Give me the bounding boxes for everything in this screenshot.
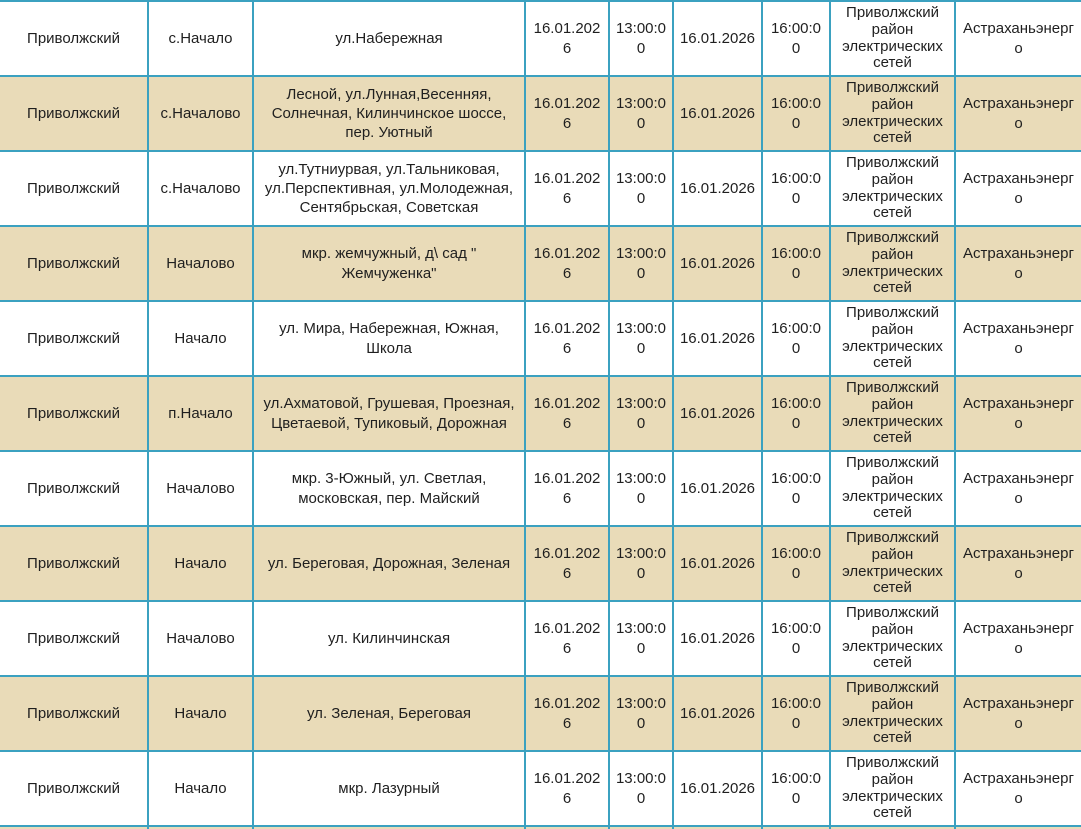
start-time-cell: 13:00:00 (609, 676, 673, 751)
start-date-cell: 16.01.2026 (525, 76, 609, 151)
start-time-cell: 13:00:00 (609, 451, 673, 526)
settlement-cell: с.Началово (148, 151, 253, 226)
end-time-cell: 16:00:00 (762, 151, 830, 226)
start-date-cell: 16.01.2026 (525, 451, 609, 526)
district-cell: Приволжский (0, 676, 148, 751)
district-cell: Приволжский (0, 226, 148, 301)
end-time-cell: 16:00:00 (762, 451, 830, 526)
district-cell: Приволжский (0, 526, 148, 601)
network-org-cell: Приволжский район электрических сетей (830, 526, 955, 601)
district-cell: Приволжский (0, 151, 148, 226)
company-cell: Астраханьэнерго (955, 376, 1081, 451)
streets-cell: мкр. жемчужный, д\ сад " Жемчуженка" (253, 226, 525, 301)
company-cell: Астраханьэнерго (955, 1, 1081, 76)
streets-cell: ул. Зеленая, Береговая (253, 676, 525, 751)
end-date-cell: 16.01.2026 (673, 151, 762, 226)
company-cell: Астраханьэнерго (955, 301, 1081, 376)
streets-cell: ул. Мира, Набережная, Южная, Школа (253, 301, 525, 376)
streets-cell: Лесной, ул.Лунная,Весенняя, Солнечная, Килинчинское шоссе, пер. Уютный (253, 76, 525, 151)
company-cell: Астраханьэнерго (955, 601, 1081, 676)
start-time-cell: 13:00:00 (609, 151, 673, 226)
table-row (0, 226, 1081, 301)
district-cell: Приволжский (0, 751, 148, 826)
streets-cell: ул.Ахматовой, Грушевая, Проезная, Цветаевой, Тупиковый, Дорожная (253, 376, 525, 451)
end-date-cell: 16.01.2026 (673, 451, 762, 526)
start-date-cell: 16.01.2026 (525, 676, 609, 751)
start-date-cell: 16.01.2026 (525, 1, 609, 76)
settlement-cell: Началово (148, 451, 253, 526)
settlement-cell: Началово (148, 601, 253, 676)
end-date-cell: 16.01.2026 (673, 76, 762, 151)
streets-cell: мкр. Лазурный (253, 751, 525, 826)
settlement-cell: Начало (148, 676, 253, 751)
network-org-cell: Приволжский район электрических сетей (830, 601, 955, 676)
streets-cell: ул.Набережная (253, 1, 525, 76)
end-date-cell: 16.01.2026 (673, 1, 762, 76)
start-time-cell: 13:00:00 (609, 751, 673, 826)
end-date-cell: 16.01.2026 (673, 376, 762, 451)
end-time-cell: 16:00:00 (762, 76, 830, 151)
end-date-cell: 16.01.2026 (673, 526, 762, 601)
start-time-cell: 13:00:00 (609, 301, 673, 376)
outage-table-body (0, 1, 1081, 829)
settlement-cell: Началово (148, 226, 253, 301)
network-org-cell: Приволжский район электрических сетей (830, 226, 955, 301)
network-org-cell: Приволжский район электрических сетей (830, 376, 955, 451)
end-time-cell: 16:00:00 (762, 226, 830, 301)
table-row (0, 601, 1081, 676)
end-time-cell: 16:00:00 (762, 526, 830, 601)
table-row (0, 451, 1081, 526)
network-org-cell: Приволжский район электрических сетей (830, 451, 955, 526)
district-cell: Приволжский (0, 451, 148, 526)
start-time-cell: 13:00:00 (609, 376, 673, 451)
settlement-cell: с.Началово (148, 76, 253, 151)
streets-cell: мкр. 3-Южный, ул. Светлая, московская, пер. Майский (253, 451, 525, 526)
district-cell: Приволжский (0, 376, 148, 451)
streets-cell: ул. Килинчинская (253, 601, 525, 676)
settlement-cell: п.Начало (148, 376, 253, 451)
company-cell: Астраханьэнерго (955, 526, 1081, 601)
district-cell: Приволжский (0, 76, 148, 151)
start-date-cell: 16.01.2026 (525, 151, 609, 226)
end-date-cell: 16.01.2026 (673, 751, 762, 826)
network-org-cell: Приволжский район электрических сетей (830, 76, 955, 151)
settlement-cell: Начало (148, 751, 253, 826)
start-date-cell: 16.01.2026 (525, 376, 609, 451)
end-time-cell: 16:00:00 (762, 1, 830, 76)
settlement-cell: Начало (148, 301, 253, 376)
streets-cell: ул. Береговая, Дорожная, Зеленая (253, 526, 525, 601)
network-org-cell: Приволжский район электрических сетей (830, 151, 955, 226)
start-date-cell: 16.01.2026 (525, 751, 609, 826)
start-time-cell: 13:00:00 (609, 526, 673, 601)
company-cell: Астраханьэнерго (955, 451, 1081, 526)
company-cell: Астраханьэнерго (955, 751, 1081, 826)
table-row (0, 526, 1081, 601)
district-cell: Приволжский (0, 301, 148, 376)
company-cell: Астраханьэнерго (955, 151, 1081, 226)
start-time-cell: 13:00:00 (609, 1, 673, 76)
start-date-cell: 16.01.2026 (525, 526, 609, 601)
company-cell: Астраханьэнерго (955, 676, 1081, 751)
end-time-cell: 16:00:00 (762, 676, 830, 751)
start-date-cell: 16.01.2026 (525, 301, 609, 376)
table-row (0, 301, 1081, 376)
table-row (0, 751, 1081, 826)
district-cell: Приволжский (0, 1, 148, 76)
table-row (0, 76, 1081, 151)
end-date-cell: 16.01.2026 (673, 226, 762, 301)
end-date-cell: 16.01.2026 (673, 676, 762, 751)
network-org-cell: Приволжский район электрических сетей (830, 676, 955, 751)
end-time-cell: 16:00:00 (762, 376, 830, 451)
table-row (0, 1, 1081, 76)
network-org-cell: Приволжский район электрических сетей (830, 301, 955, 376)
end-date-cell: 16.01.2026 (673, 601, 762, 676)
settlement-cell: с.Начало (148, 1, 253, 76)
table-row (0, 676, 1081, 751)
network-org-cell: Приволжский район электрических сетей (830, 1, 955, 76)
district-cell: Приволжский (0, 601, 148, 676)
start-date-cell: 16.01.2026 (525, 601, 609, 676)
company-cell: Астраханьэнерго (955, 76, 1081, 151)
streets-cell: ул.Тутниурвая, ул.Тальниковая, ул.Перспективная, ул.Молодежная, Сентябрьская, Советская (253, 151, 525, 226)
end-time-cell: 16:00:00 (762, 601, 830, 676)
start-date-cell: 16.01.2026 (525, 226, 609, 301)
start-time-cell: 13:00:00 (609, 76, 673, 151)
company-cell: Астраханьэнерго (955, 226, 1081, 301)
network-org-cell: Приволжский район электрических сетей (830, 751, 955, 826)
end-time-cell: 16:00:00 (762, 301, 830, 376)
end-date-cell: 16.01.2026 (673, 301, 762, 376)
table-row (0, 376, 1081, 451)
start-time-cell: 13:00:00 (609, 226, 673, 301)
settlement-cell: Начало (148, 526, 253, 601)
start-time-cell: 13:00:00 (609, 601, 673, 676)
end-time-cell: 16:00:00 (762, 751, 830, 826)
table-row (0, 151, 1081, 226)
